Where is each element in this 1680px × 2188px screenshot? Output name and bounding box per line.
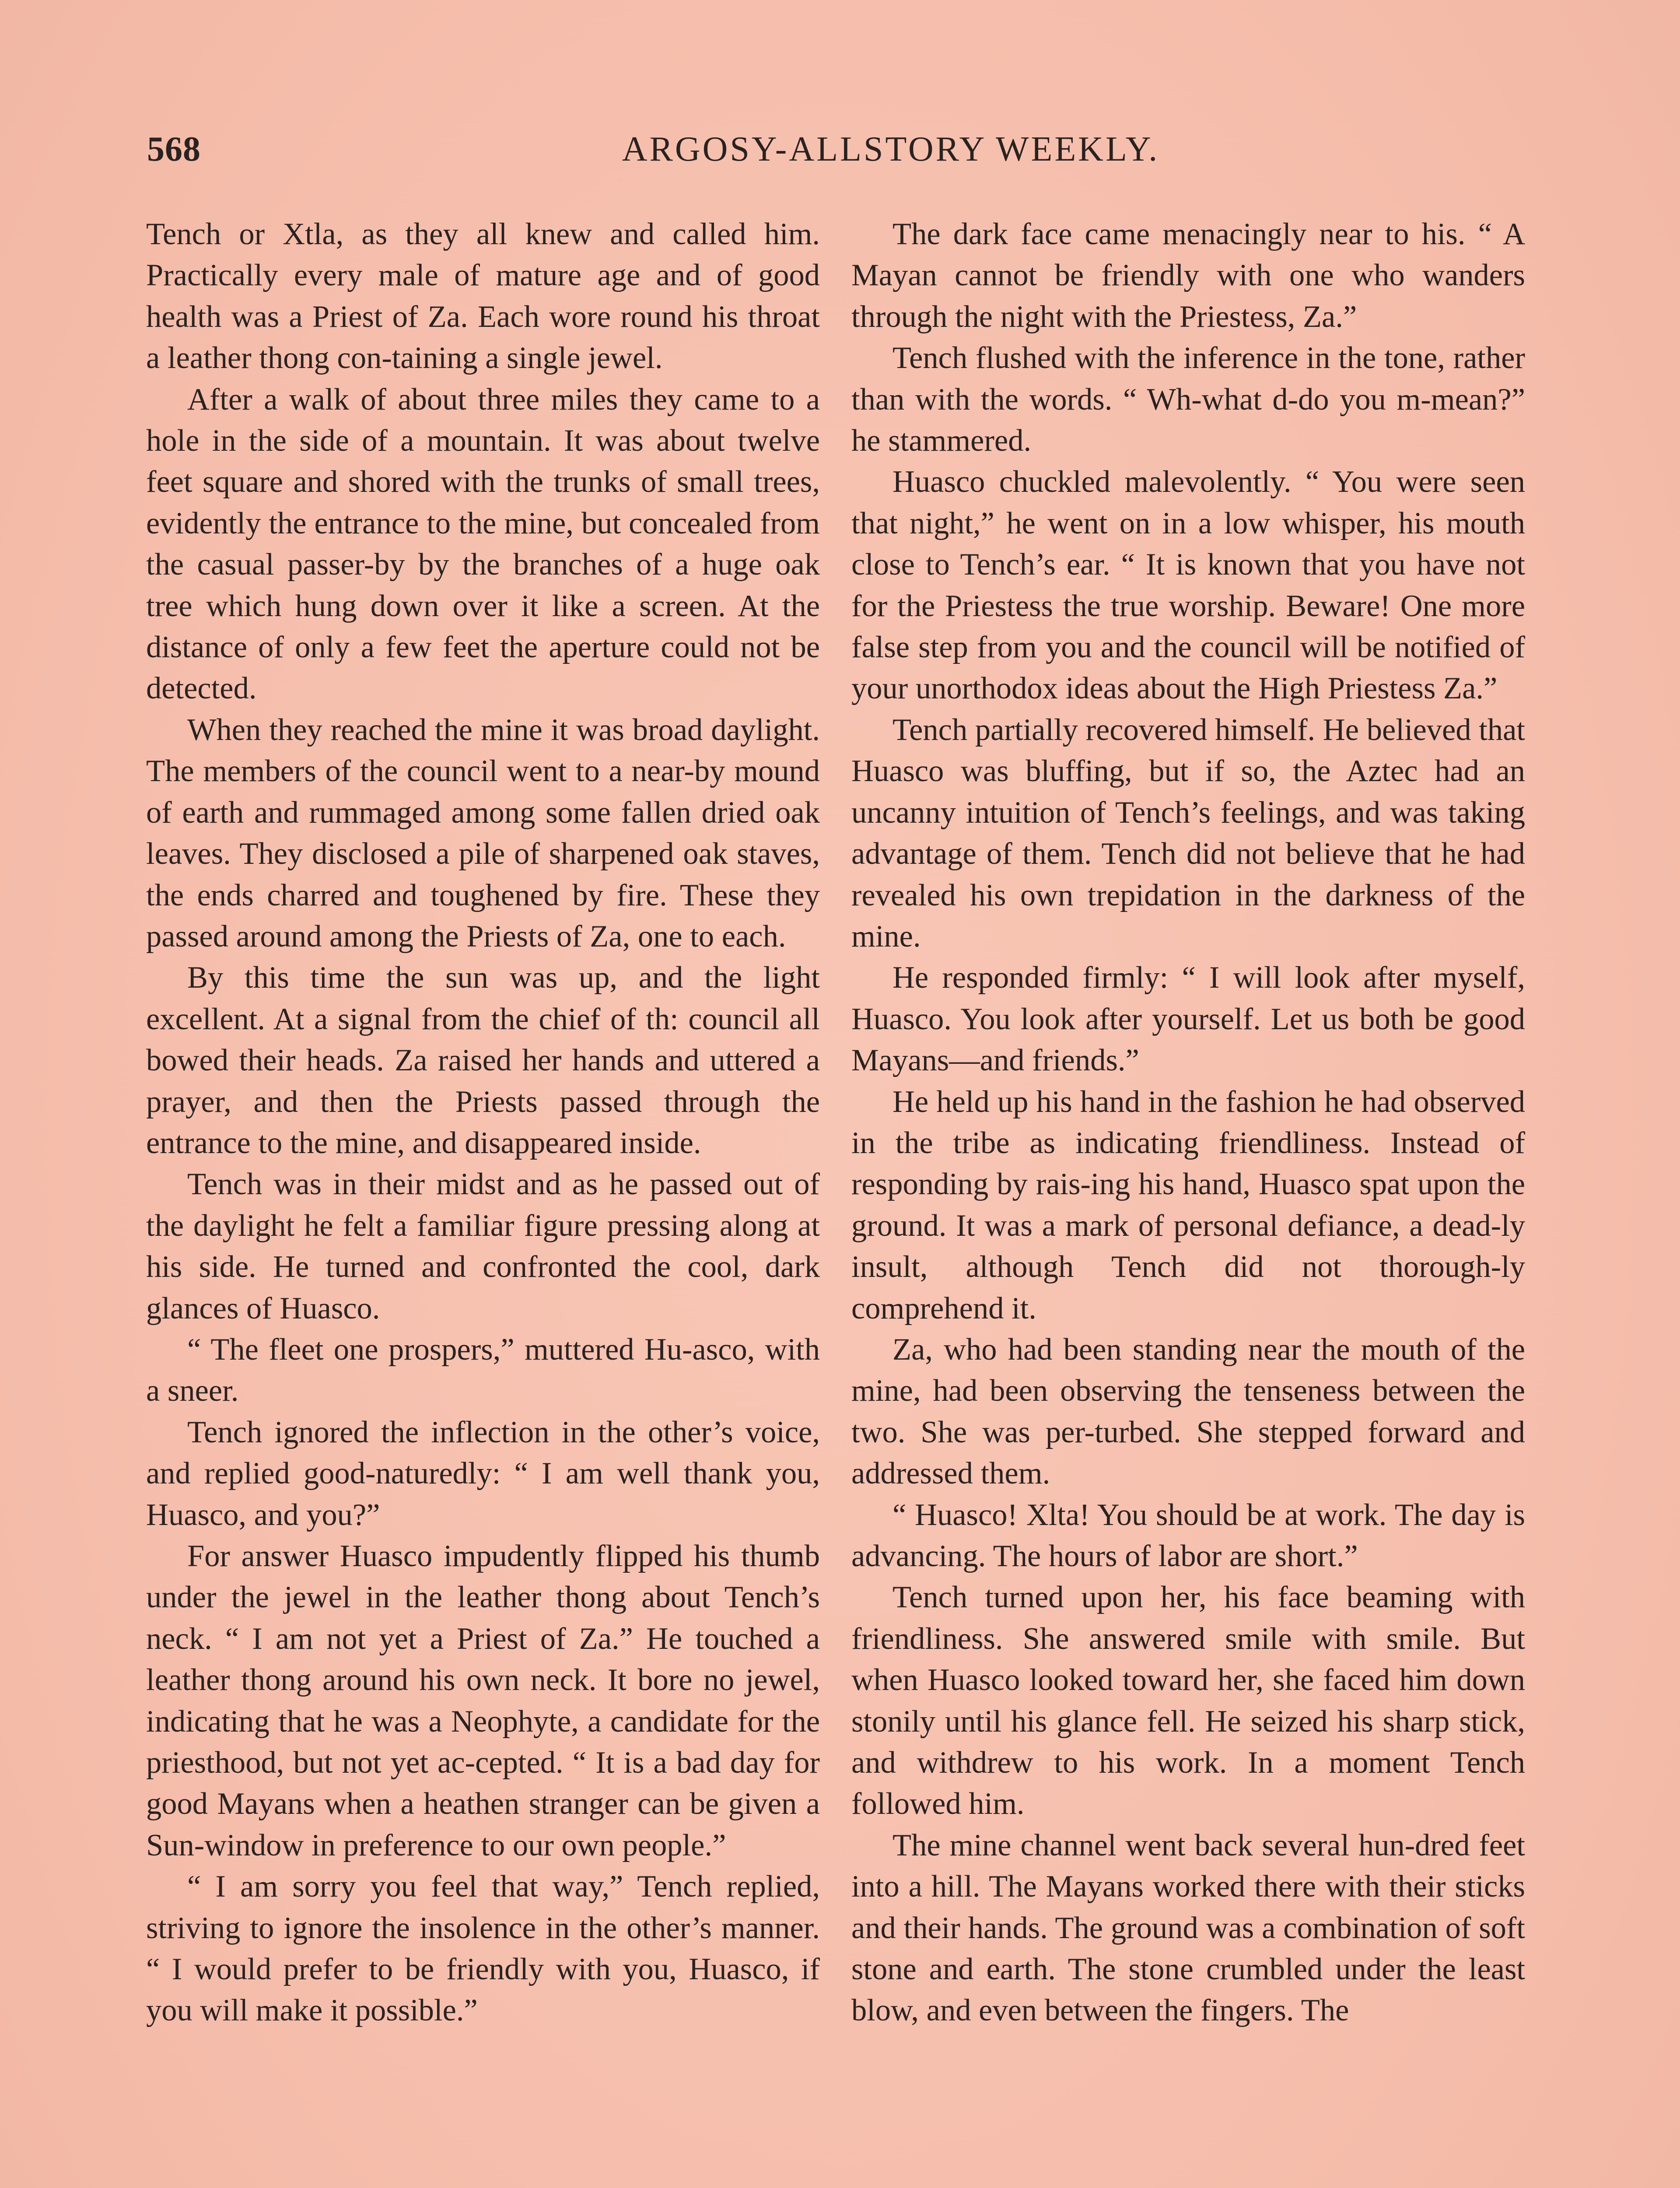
paragraph: The dark face came menacingly near to his. “ A Mayan cannot be friendly with one who wanders through the night with the Priestess, Za.” — [851, 217, 1525, 334]
paragraph: The mine channel went back several hun-dred feet into a hill. The Mayans worked there with their sticks and their hands. The ground was a combination of soft stone and earth. The stone crumbled under the least blow, and even between the fingers. The — [851, 1828, 1525, 2028]
right-column — [851, 214, 1525, 2031]
paragraph: For answer Huasco impudently flipped his thumb under the jewel in the leather thong about Tench’s neck. “ I am not yet a Priest of Za.” He touched a leather thong around his own neck. It bore no jewel, indicating that he was a Neophyte, a candidate for the priesthood, but not yet ac-cepted. “ It is a bad day for good Mayans when a heathen stranger can be given a Sun-window in preference to our own people.” — [146, 1539, 820, 1862]
paragraph: When they reached the mine it was broad daylight. The members of the council went to a near-by mound of earth and rummaged among some fallen dried oak leaves. They disclosed a pile of sharpened oak staves, the ends charred and toughened by fire. These they passed around among the Priests of Za, one to each. — [146, 712, 820, 954]
paragraph: Tench turned upon her, his face beaming with friendliness. She answered smile with smile. But when Huasco looked toward her, she faced him down stonily until his glance fell. He seized his sharp stick, and withdrew to his work. In a moment Tench followed him. — [851, 1580, 1525, 1821]
paragraph: Tench flushed with the inference in the tone, rather than with the words. “ Wh-what d-do you m-mean?” he stammered. — [851, 341, 1525, 458]
paragraph: By this time the sun was up, and the light excellent. At a signal from the chief of th: council all bowed their heads. Za raised her hands and uttered a prayer, and then the Priests passed through the entrance to the mine, and disappeared inside. — [146, 961, 820, 1160]
paragraph: Tench or Xtla, as they all knew and called him. Practically every male of mature age and of good health was a Priest of Za. Each wore round his throat a leather thong con-taining a single jewel. — [146, 217, 820, 375]
paragraph: “ The fleet one prospers,” muttered Hu-asco, with a sneer. — [146, 1332, 820, 1408]
left-column — [146, 214, 820, 2031]
running-head: ARGOSY-ALLSTORY WEEKLY. — [622, 130, 1160, 168]
paragraph: Tench partially recovered himself. He believed that Huasco was bluffing, but if so, the Aztec had an uncanny intuition of Tench’s feelings, and was taking advantage of them. Tench did not believe that he had revealed his own trepidation in the darkness of the mine. — [851, 712, 1525, 954]
paragraph: Tench ignored the inflection in the other’s voice, and replied good-naturedly: “ I am well thank you, Huasco, and you?” — [146, 1415, 820, 1532]
paragraph: “ I am sorry you feel that way,” Tench replied, striving to ignore the insolence in the other’s manner. “ I would prefer to be friendly with you, Huasco, if you will make it possible.” — [146, 1869, 820, 2028]
paragraph: Za, who had been standing near the mouth of the mine, had been observing the tenseness between the two. She was per-turbed. She stepped forward and addressed them. — [851, 1332, 1525, 1491]
page-header — [147, 130, 1573, 182]
paragraph: He responded firmly: “ I will look after myself, Huasco. You look after yourself. Let us both be good Mayans—and friends.” — [851, 961, 1525, 1078]
paragraph: After a walk of about three miles they came to a hole in the side of a mountain. It was about twelve feet square and shored with the trunks of small trees, evidently the entrance to the mine, but concealed from the casual passer-by by the branches of a huge oak tree which hung down over it like a screen. At the distance of only a few feet the aperture could not be detected. — [146, 382, 820, 706]
paragraph: He held up his hand in the fashion he had observed in the tribe as indicating friendliness. Instead of responding by rais-ing his hand, Huasco spat upon the ground. It was a mark of personal defiance, a dead-ly insult, although Tench did not thorough-ly comprehend it. — [851, 1084, 1525, 1325]
page-number: 568 — [147, 130, 201, 168]
paragraph: Huasco chuckled malevolently. “ You were seen that night,” he went on in a low whisper, his mouth close to Tench’s ear. “ It is known that you have not for the Priestess the true worship. Beware! One more false step from you and the council will be notified of your unorthodox ideas about the High Priestess Za.” — [851, 465, 1525, 706]
paragraph: “ Huasco! Xlta! You should be at work. The day is advancing. The hours of labor are short.” — [851, 1497, 1525, 1573]
paragraph: Tench was in their midst and as he passed out of the daylight he felt a familiar figure pressing along at his side. He turned and confronted the cool, dark glances of Huasco. — [146, 1167, 820, 1325]
